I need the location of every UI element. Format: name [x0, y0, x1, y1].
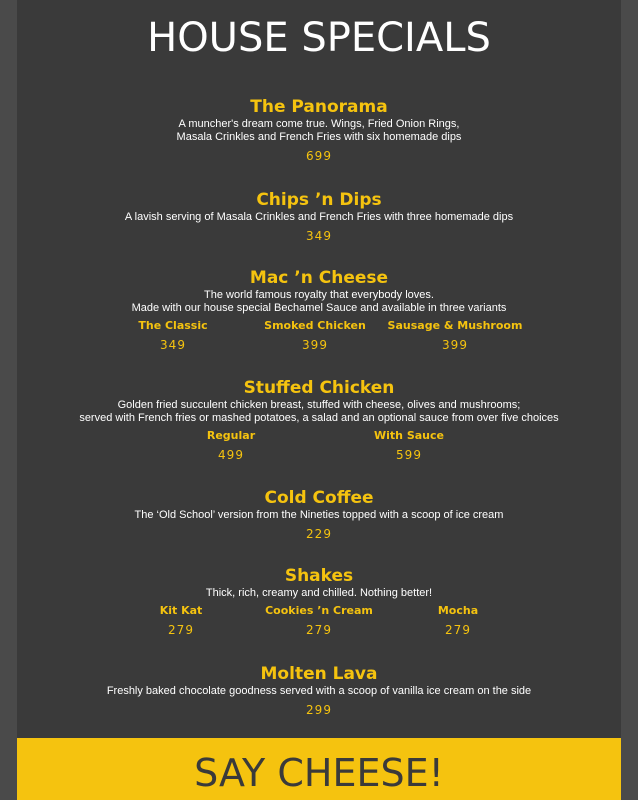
item-name: Shakes [284, 566, 354, 586]
item-price: 229 [306, 527, 332, 541]
item-description: Golden fried succulent chicken breast, stuffed with cheese, olives and mushrooms; [117, 399, 521, 411]
menu-item-molten-lava [17, 663, 621, 718]
menu-item-chips-n-dips [17, 189, 621, 244]
variant-cookies-n-cream [239, 604, 399, 638]
item-description: A muncher's dream come true. Wings, Fried Onion Rings, [178, 118, 460, 130]
variant-name: Cookies ’n Cream [265, 604, 373, 617]
item-name: Molten Lava [260, 664, 378, 684]
item-price: 349 [306, 229, 332, 243]
item-name: Chips ’n Dips [256, 190, 382, 210]
variant-price: 279 [445, 623, 471, 637]
variant-kit-kat [101, 604, 261, 638]
item-description: Freshly baked chocolate goodness served with a scoop of vanilla ice cream on the side [106, 685, 532, 697]
variant-regular [151, 429, 311, 463]
footer-banner [17, 738, 621, 800]
item-description: A lavish serving of Masala Crinkles and French Fries with three homemade dips [124, 211, 514, 223]
variant-the-classic [93, 319, 253, 353]
variant-price: 399 [302, 338, 328, 352]
item-description: served with French fries or mashed potatoes, a salad and an optional sauce from over five choices [79, 412, 559, 424]
variant-name: Mocha [437, 604, 479, 617]
item-description: Masala Crinkles and French Fries with six homemade dips [176, 131, 462, 143]
variant-list [17, 604, 621, 640]
item-name: Stuffed Chicken [243, 378, 395, 398]
variant-name: Smoked Chicken [264, 319, 366, 332]
footer-tagline: SAY CHEESE! [194, 751, 444, 795]
variant-with-sauce [329, 429, 489, 463]
variant-price: 599 [396, 448, 422, 462]
variant-list [17, 429, 621, 465]
variant-price: 279 [168, 623, 194, 637]
menu-panel [17, 0, 621, 738]
item-name: The Panorama [250, 97, 388, 117]
menu-item-stuffed-chicken [17, 377, 621, 465]
item-name: Cold Coffee [264, 488, 374, 508]
item-price: 699 [306, 149, 332, 163]
variant-name: With Sauce [374, 429, 444, 442]
item-description: Thick, rich, creamy and chilled. Nothing better! [205, 587, 433, 599]
menu-item-cold-coffee [17, 487, 621, 542]
variant-name: Kit Kat [159, 604, 203, 617]
variant-price: 499 [218, 448, 244, 462]
variant-name: Sausage & Mushroom [387, 319, 523, 332]
item-price: 299 [306, 703, 332, 717]
menu-item-panorama [17, 96, 621, 164]
variant-sausage-mushroom [375, 319, 535, 353]
variant-price: 279 [306, 623, 332, 637]
item-description: Made with our house special Bechamel Sauce and available in three variants [131, 302, 507, 314]
variant-smoked-chicken [235, 319, 395, 353]
menu-item-shakes [17, 565, 621, 640]
variant-price: 349 [160, 338, 186, 352]
item-description: The world famous royalty that everybody loves. [204, 289, 434, 301]
variant-name: The Classic [138, 319, 208, 332]
item-description: The ‘Old School’ version from the Nineties topped with a scoop of ice cream [134, 509, 504, 521]
variant-mocha [378, 604, 538, 638]
variant-name: Regular [206, 429, 256, 442]
variant-price: 399 [442, 338, 468, 352]
item-name: Mac ’n Cheese [249, 268, 389, 288]
menu-title: HOUSE SPECIALS [147, 15, 491, 61]
menu-item-mac-n-cheese [17, 267, 621, 355]
variant-list [17, 319, 621, 355]
